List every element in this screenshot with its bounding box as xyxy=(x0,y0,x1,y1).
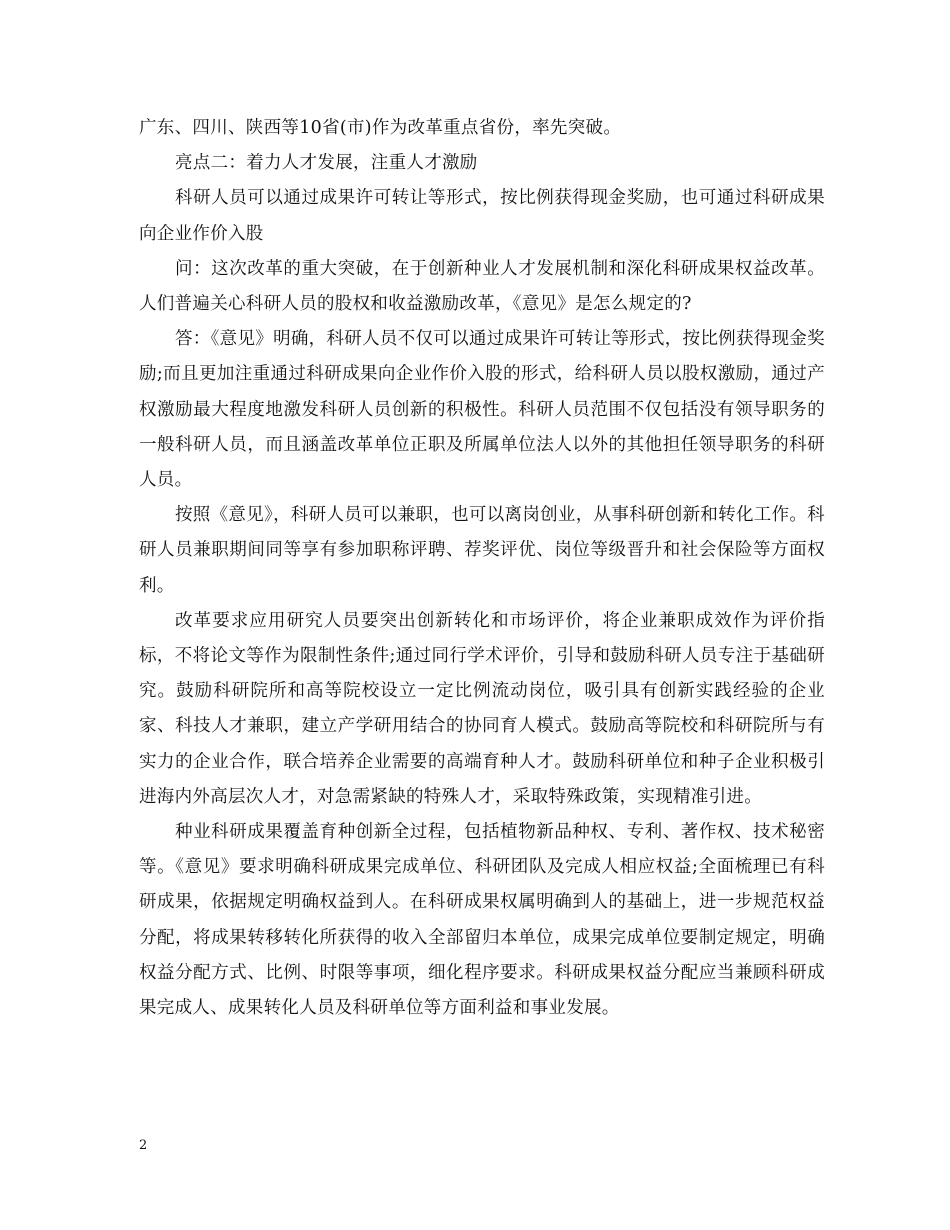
paragraph-subtitle: 科研人员可以通过成果许可转让等形式，按比例获得现金奖励，也可通过科研成果向企业作价入股 xyxy=(139,188,825,244)
paragraph-evaluation: 改革要求应用研究人员要突出创新转化和市场评价，将企业兼职成效作为评价指标，不将论文等作为限制性条件;通过同行学术评价，引导和鼓励科研人员专注于基础研究。鼓励科研院所和高等院校设立一定比例流动岗位，吸引具有创新实践经验的企业家、科技人才兼职，建立产学研用结合的协同育人模式。鼓励高等院校和科研院所与有实力的企业合作，联合培养企业需要的高端育种人才。鼓励科研单位和种子企业积极引进海内外高层次人才，对急需紧缺的特殊人才，采取特殊政策，实现精准引进。 xyxy=(139,610,825,807)
paragraph-answer: 答：《意见》明确，科研人员不仅可以通过成果许可转让等形式，按比例获得现金奖励;而且更加注重通过科研成果向企业作价入股的形式，给科研人员以股权激励，通过产权激励最大程度地激发科研人员创新的积极性。科研人员范围不仅包括没有领导职务的一般科研人员，而且涵盖改革单位正职及所属单位法人以外的其他担任领导职务的科研人员。 xyxy=(139,329,825,491)
paragraph-part-time: 按照《意见》，科研人员可以兼职，也可以离岗创业，从事科研创新和转化工作。科研人员兼职期间同等享有参加职称评聘、荐奖评优、岗位等级晋升和社会保险等方面权利。 xyxy=(139,505,825,596)
paragraph-question: 问：这次改革的重大突破，在于创新种业人才发展机制和深化科研成果权益改革。人们普遍关心科研人员的股权和收益激励改革，《意见》是怎么规定的? xyxy=(139,258,825,315)
section-heading-highlight-2: 亮点二：着力人才发展，注重人才激励 xyxy=(175,153,478,174)
page-number: 2 xyxy=(139,1138,148,1153)
paragraph-rights: 种业科研成果覆盖育种创新全过程，包括植物新品种权、专利、著作权、技术秘密等。《意见》要求明确科研成果完成单位、科研团队及完成人相应权益;全面梳理已有科研成果，依据规定明确权益到人。在科研成果权属明确到人的基础上，进一步规范权益分配，将成果转移转化所获得的收入全部留归本单位，成果完成单位要制定规定，明确权益分配方式、比例、时限等事项，细化程序要求。科研成果权益分配应当兼顾科研成果完成人、成果转化人员及科研单位等方面利益和事业发展。 xyxy=(139,822,825,1019)
body-text xyxy=(139,111,825,1026)
paragraph-1: 广东、四川、陕西等10省(市)作为改革重点省份，率先突破。 xyxy=(139,118,622,138)
